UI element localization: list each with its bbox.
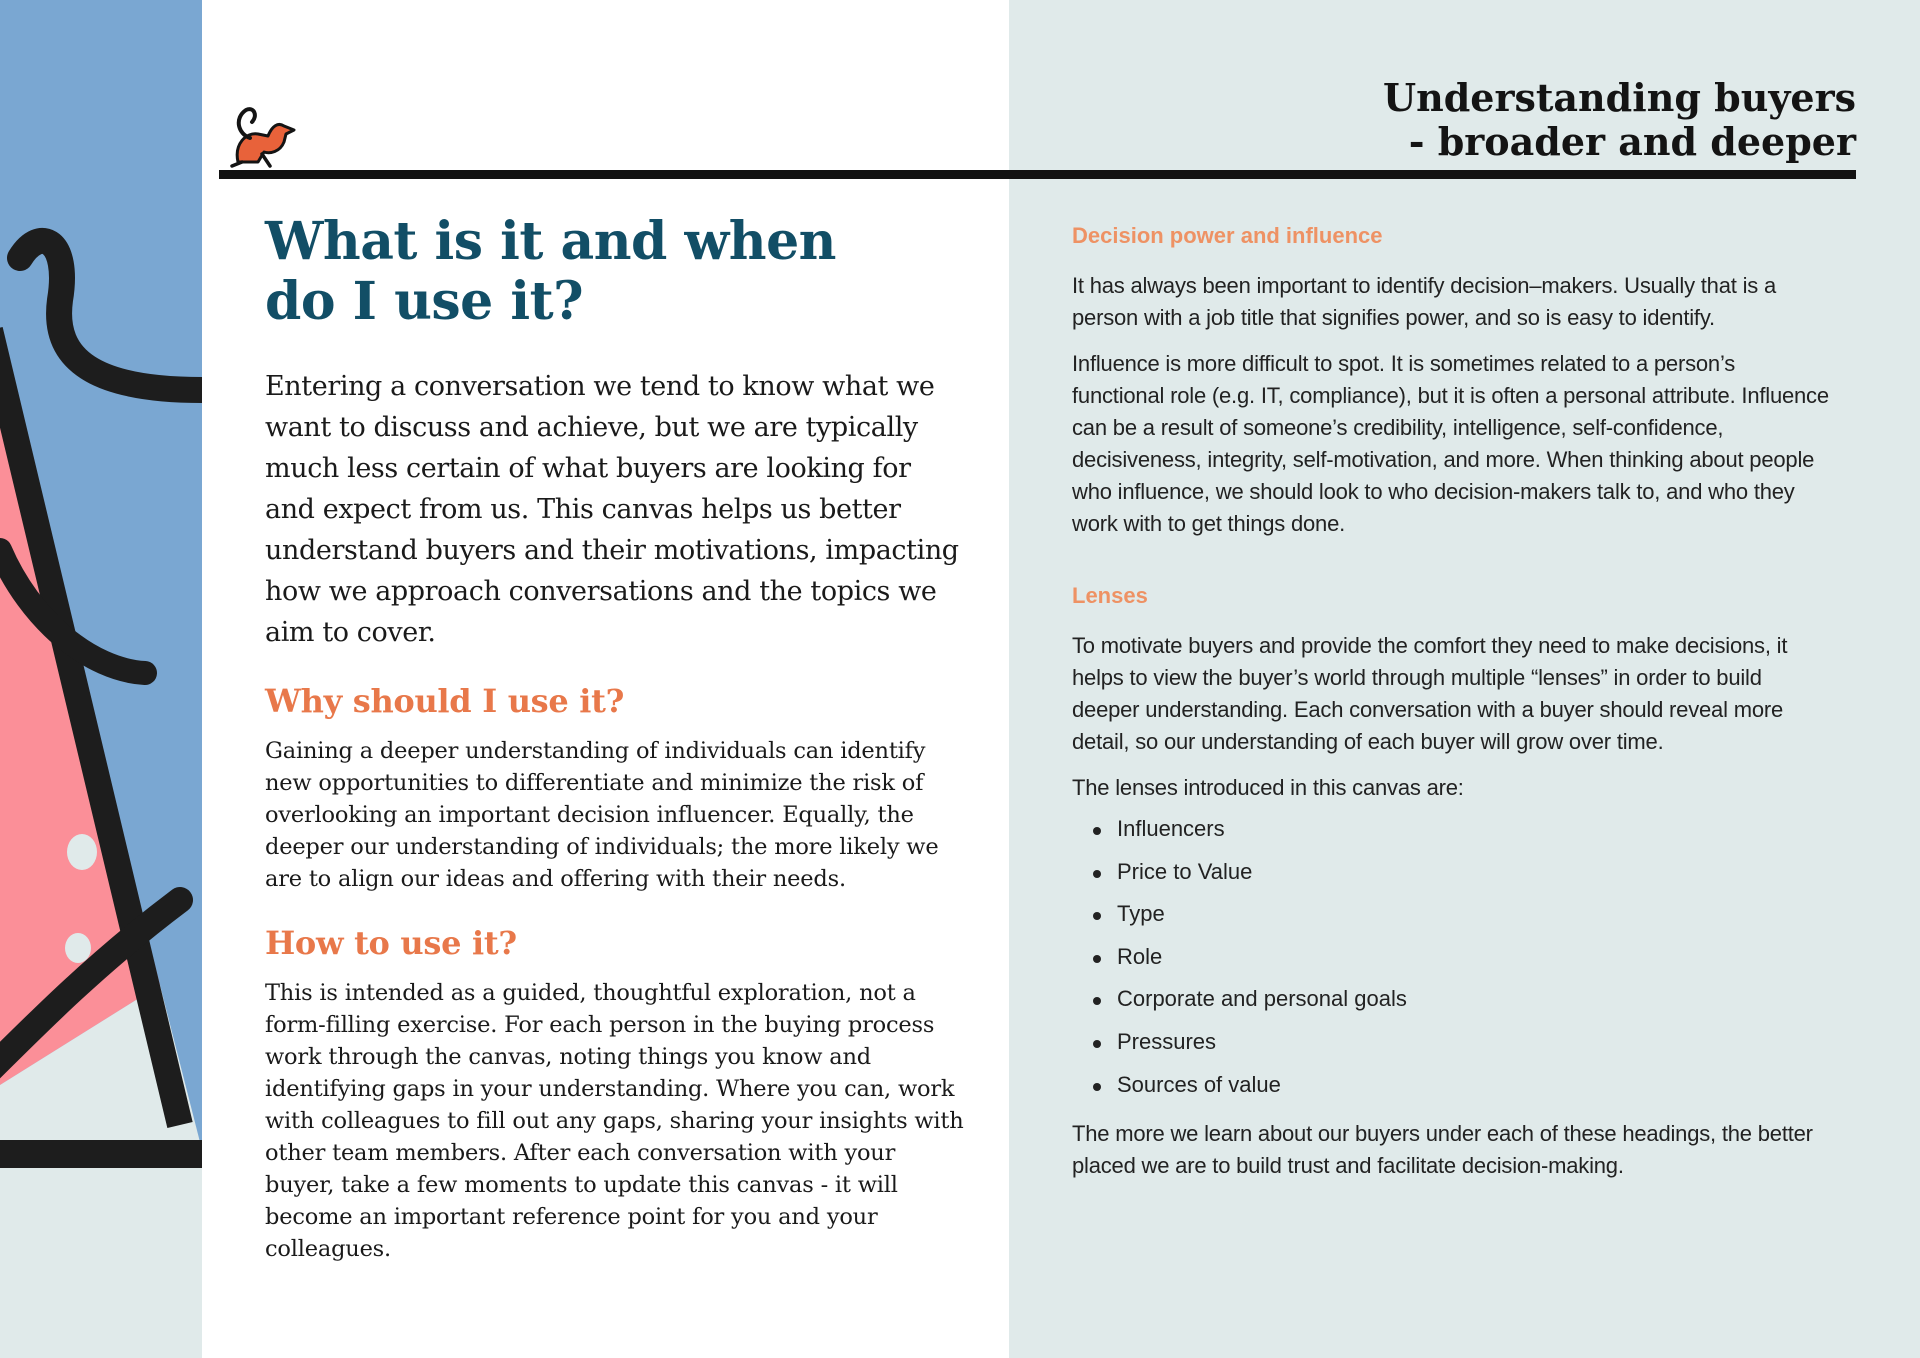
- page-title-line-1: What is it and when: [265, 211, 836, 272]
- page-title: [265, 212, 965, 332]
- list-item: Corporate and personal goals: [1072, 978, 1832, 1021]
- page-title-line-2: do I use it?: [265, 271, 584, 332]
- header-divider: [219, 170, 1856, 179]
- how-paragraph: This is intended as a guided, thoughtful exploration, not a form-filling exercise. For each person in the buying process work through the canvas, noting things you know and identifying gaps in your understanding. Where you can, work with colleagues to fill out any gaps, sharing your insights with other team members. After each conversation with your buyer, take a few moments to update this canvas - it will become an important reference point for you and your colleagues.: [265, 980, 964, 1262]
- why-heading: Why should I use it?: [265, 682, 625, 720]
- list-item: Role: [1072, 936, 1832, 979]
- intro-paragraph: Entering a conversation we tend to know what we want to discuss and achieve, but we are typically much less certain of what buyers are looking for and expect from us. This canvas helps us better understand buyers and their motivations, impacting how we approach conversations and the topics we aim to cover.: [265, 371, 959, 648]
- decorative-artwork: [0, 0, 202, 1358]
- why-paragraph: Gaining a deeper understanding of individuals can identify new opportunities to differentiate and minimize the risk of overlooking an important decision influencer. Equally, the deeper our understanding of individuals; the more likely we are to align our ideas and offering with their needs.: [265, 738, 939, 892]
- decision-heading: Decision power and influence: [1072, 223, 1383, 248]
- list-item: Price to Value: [1072, 851, 1832, 894]
- list-item: Sources of value: [1072, 1064, 1832, 1107]
- right-column: [1072, 222, 1832, 1196]
- fox-icon: [228, 104, 298, 168]
- decision-paragraph-2: Influence is more difficult to spot. It is sometimes related to a person’s functional role (e.g. IT, compliance), but it is often a personal attribute. Influence can be a result of someone’s credibility, intelligence, self-confidence, decisiveness, integrity, self-motivation, and more. When thinking about people who influence, we should look to who decision-makers talk to, and who they work with to get things done.: [1072, 351, 1829, 536]
- list-item: Type: [1072, 893, 1832, 936]
- header-title-line-1: Understanding buyers: [1382, 75, 1856, 120]
- header-title-line-2: - broader and deeper: [1408, 119, 1856, 164]
- lenses-intro: The lenses introduced in this canvas are:: [1072, 775, 1464, 800]
- left-column: [265, 212, 965, 1265]
- lenses-heading: Lenses: [1072, 583, 1148, 608]
- closing-paragraph: The more we learn about our buyers under each of these headings, the better placed we are to build trust and facilitate decision-making.: [1072, 1121, 1813, 1179]
- list-item: Pressures: [1072, 1021, 1832, 1064]
- lenses-paragraph: To motivate buyers and provide the comfort they need to make decisions, it helps to view the buyer’s world through multiple “lenses” in order to build deeper understanding. Each conversation with a buyer should reveal more detail, so our understanding of each buyer will grow over time.: [1072, 633, 1788, 754]
- page-header-title: [1383, 76, 1856, 164]
- abstract-shapes-illustration: [0, 0, 202, 1358]
- decision-paragraph-1: It has always been important to identify decision–makers. Usually that is a person with a job title that signifies power, and so is easy to identify.: [1072, 273, 1777, 330]
- list-item: Influencers: [1072, 808, 1832, 851]
- lenses-list: [1072, 808, 1832, 1106]
- how-heading: How to use it?: [265, 924, 517, 962]
